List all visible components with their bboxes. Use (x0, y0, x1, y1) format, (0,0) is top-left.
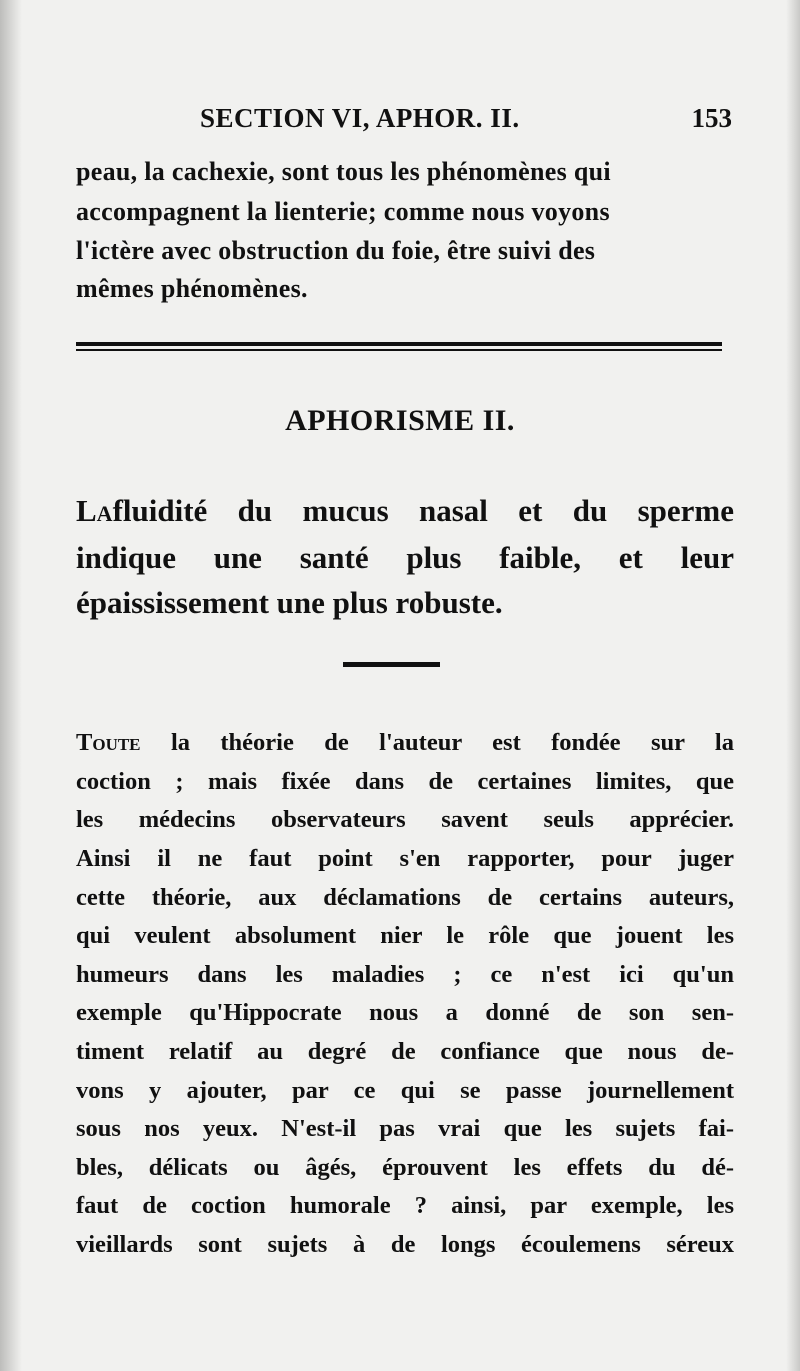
top-line-4: mêmes phénomènes. (76, 274, 308, 303)
commentary-line-1-text: la théorie de l'auteur est fondée sur la (170, 729, 734, 756)
aphorism-line-1 (76, 493, 734, 529)
top-line-2: accompagnent la lienterie; comme nous voyons (76, 197, 610, 226)
commentary-line-8: exemple qu'Hippocrate nous a donné de son sen- (76, 999, 734, 1026)
aphorism-line-3: épaississement une plus robuste. (76, 585, 503, 620)
commentary-line-6: qui veulent absolument nier le rôle que jouent les (76, 922, 734, 949)
commentary-line-5: cette théorie, aux déclamations de certains auteurs, (76, 884, 734, 911)
running-head: SECTION VI, APHOR. II. (200, 103, 520, 133)
section-divider (343, 662, 440, 667)
commentary-line-1 (76, 729, 734, 757)
commentary-line-4: Ainsi il ne faut point s'en rapporter, pour juger (76, 845, 734, 872)
aphorism-first-word: La (76, 493, 113, 528)
commentary-line-10: vons y ajouter, par ce qui se passe journellement (76, 1077, 734, 1104)
commentary-first-word: Toute (76, 729, 141, 756)
top-line-3: l'ictère avec obstruction du foie, être suivi des (76, 236, 596, 265)
aphorism-line-1-text: fluidité du mucus nasal et du sperme (112, 493, 734, 528)
double-rule-thin (76, 349, 722, 351)
commentary-line-13: faut de coction humorale ? ainsi, par exemple, les (76, 1192, 734, 1219)
commentary-line-11: sous nos yeux. N'est-il pas vrai que les sujets fai- (76, 1115, 734, 1142)
commentary-line-2: coction ; mais fixée dans de certaines limites, que (76, 768, 734, 795)
commentary-line-14: vieillards sont sujets à de longs écoulemens séreux (76, 1231, 734, 1258)
double-rule-thick (76, 342, 722, 346)
commentary-line-3: les médecins observateurs savent seuls apprécier. (76, 806, 734, 833)
page-edge-shadow (786, 0, 800, 1371)
aphorism-line-2: indique une santé plus faible, et leur (76, 540, 734, 575)
commentary-line-12: bles, délicats ou âgés, éprouvent les effets du dé- (76, 1154, 734, 1181)
commentary-line-9: timent relatif au degré de confiance que nous de- (76, 1038, 734, 1065)
aphorism-heading: APHORISME II. (285, 404, 515, 437)
page-gutter-shadow (0, 0, 22, 1371)
commentary-line-7: humeurs dans les maladies ; ce n'est ici qu'un (76, 961, 734, 988)
top-line-1: peau, la cachexie, sont tous les phénomènes qui (76, 157, 611, 186)
page-number: 153 (691, 103, 732, 133)
